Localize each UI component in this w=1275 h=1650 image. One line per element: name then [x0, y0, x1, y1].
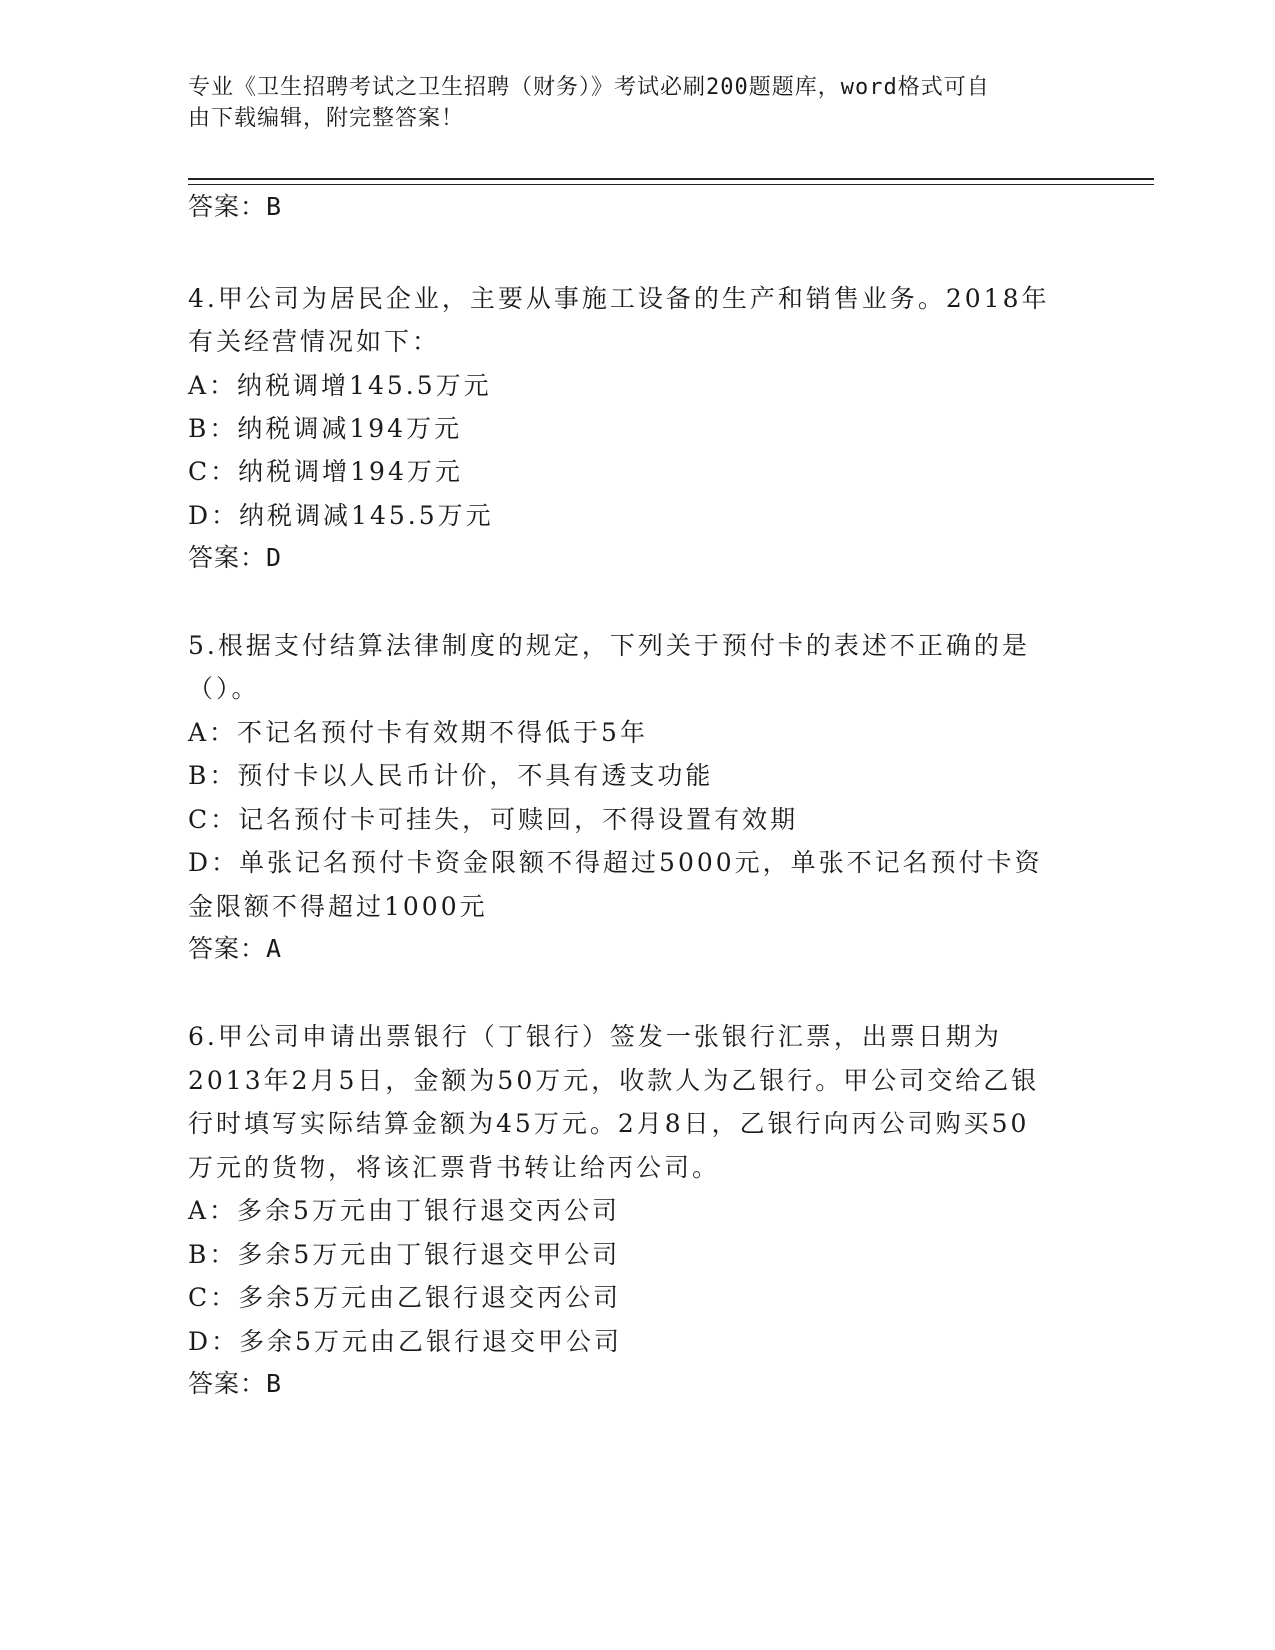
question-stem: 2013年2月5日，金额为50万元，收款人为乙银行。甲公司交给乙银	[188, 1066, 1040, 1095]
option-c: C：记名预付卡可挂失，可赎回，不得设置有效期	[188, 805, 799, 834]
header-divider	[188, 178, 1154, 180]
option-d: D：单张记名预付卡资金限额不得超过5000元，单张不记名预付卡资	[188, 848, 1043, 877]
question-stem: 5.根据支付结算法律制度的规定，下列关于预付卡的表述不正确的是	[188, 631, 1030, 660]
header-line: 专业《卫生招聘考试之卫生招聘（财务）》考试必刷200题题库，word格式可自	[188, 75, 990, 100]
option-c: C：纳税调增194万元	[188, 457, 463, 486]
option-b: B：预付卡以人民币计价，不具有透支功能	[188, 761, 714, 790]
option-b: B：多余5万元由丁银行退交甲公司	[188, 1240, 621, 1269]
answer-label: 答案：B	[188, 192, 283, 221]
header-divider	[188, 184, 1154, 185]
question-stem: 6.甲公司申请出票银行（丁银行）签发一张银行汇票，出票日期为	[188, 1022, 1002, 1051]
option-c: C：多余5万元由乙银行退交丙公司	[188, 1283, 622, 1312]
answer-label: 答案：B	[188, 1369, 283, 1398]
document-header	[188, 72, 1068, 134]
option-d: D：纳税调减145.5万元	[188, 501, 494, 530]
answer-label: 答案：A	[188, 934, 283, 963]
header-line: 由下载编辑，附完整答案！	[188, 106, 465, 131]
option-a: A：纳税调增145.5万元	[188, 371, 492, 400]
option-a: A：不记名预付卡有效期不得低于5年	[188, 718, 648, 747]
question-stem: 有关经营情况如下：	[188, 327, 441, 356]
question-stem: （）。	[188, 674, 260, 703]
option-d: D：多余5万元由乙银行退交甲公司	[188, 1327, 622, 1356]
option-a: A：多余5万元由丁银行退交丙公司	[188, 1196, 620, 1225]
question-stem: 4.甲公司为居民企业，主要从事施工设备的生产和销售业务。2018年	[188, 284, 1050, 313]
option-b: B：纳税调减194万元	[188, 414, 463, 443]
option-d-continued: 金限额不得超过1000元	[188, 892, 488, 921]
answer-label: 答案：D	[188, 543, 283, 572]
question-stem: 行时填写实际结算金额为45万元。2月8日，乙银行向丙公司购买50	[188, 1109, 1030, 1138]
question-stem: 万元的货物，将该汇票背书转让给丙公司。	[188, 1153, 721, 1182]
